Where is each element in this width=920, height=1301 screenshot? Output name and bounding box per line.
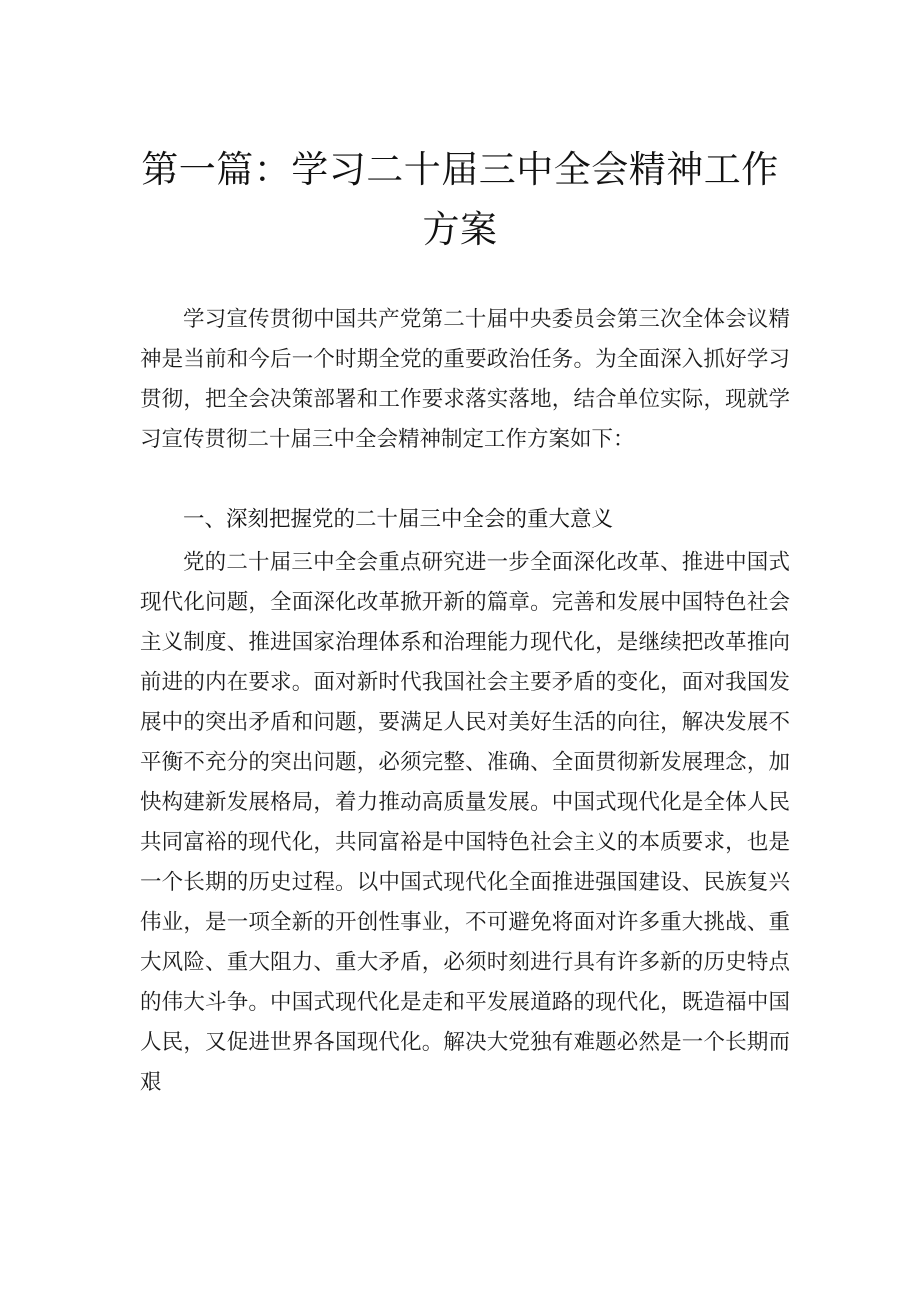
section-paragraph: 党的二十届三中全会重点研究进一步全面深化改革、推进中国式现代化问题，全面深化改革掀开新的篇章。完善和发展中国特色社会主义制度、推进国家治理体系和治理能力现代化，是继续把改革推向前进的内在要求。面对新时代我国社会主要矛盾的变化，面对我国发展中的突出矛盾和问题，要满足人民对美好生活的向往，解决发展不平衡不充分的突出问题，必须完整、准确、全面贯彻新发展理念，加快构建新发展格局，着力推动高质量发展。中国式现代化是全体人民共同富裕的现代化，共同富裕是中国特色社会主义的本质要求，也是一个长期的历史过程。以中国式现代化全面推进强国建设、民族复兴伟业，是一项全新的开创性事业，不可避免将面对许多重大挑战、重大风险、重大阻力、重大矛盾，必须时刻进行具有许多新的历史特点的伟大斗争。中国式现代化是走和平发展道路的现代化，既造福中国人民，又促进世界各国现代化。解决大党独有难题必然是一个长期而艰 (140, 550, 790, 1095)
intro-paragraph: 学习宣传贯彻中国共产党第二十届中央委员会第三次全体会议精神是当前和今后一个时期全党的重要政治任务。为全面深入抓好学习贯彻，把全会决策部署和工作要求落实落地，结合单位实际，现就学习宣传贯彻二十届三中全会精神制定工作方案如下： (140, 307, 790, 452)
section-heading: 一、深刻把握党的二十届三中全会的重大意义 (183, 507, 614, 532)
document-title: 第一篇：学习二十届三中全会精神工作方案 (141, 148, 779, 251)
